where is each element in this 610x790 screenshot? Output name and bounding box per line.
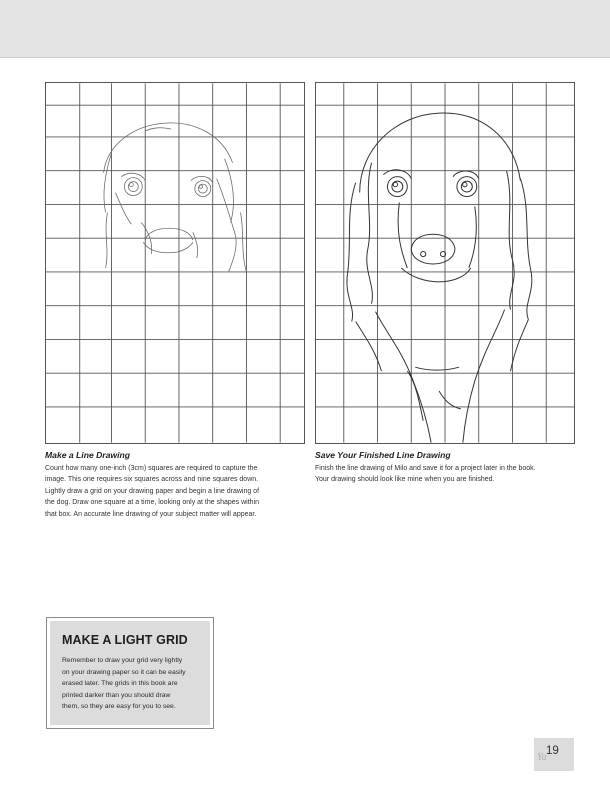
left-caption-body bbox=[45, 463, 325, 520]
right-dog-outline bbox=[347, 113, 532, 443]
right-caption-line: Finish the line drawing of Milo and save it for a project later in the book. bbox=[315, 465, 536, 472]
left-caption-line: that box. An accurate line drawing of your subject matter will appear. bbox=[45, 510, 257, 518]
left-grid-lines bbox=[46, 83, 304, 442]
tip-line: on your drawing paper so it can be easily bbox=[62, 668, 186, 676]
right-sketch-panel bbox=[315, 82, 575, 444]
left-caption-line: image. This one requires six squares across and nine squares down. bbox=[45, 476, 259, 484]
left-caption-line: the dog. Draw one square at a time, looking only at the shapes within bbox=[45, 499, 260, 507]
watermark-logo: Ya bbox=[537, 752, 547, 763]
top-header-band bbox=[0, 0, 610, 58]
tip-box-inner bbox=[50, 621, 210, 725]
tip-title: MAKE A LIGHT GRID bbox=[62, 633, 188, 647]
left-caption-line: Lightly draw a grid on your drawing paper and begin a line drawing of bbox=[45, 487, 260, 495]
left-dog-sketch bbox=[46, 83, 304, 443]
left-dog-outline bbox=[104, 123, 247, 272]
right-caption-body bbox=[315, 463, 595, 486]
tip-line: printed darker than you should draw bbox=[62, 691, 171, 699]
tip-body bbox=[62, 655, 200, 713]
right-caption bbox=[315, 450, 595, 486]
right-caption-heading: Save Your Finished Line Drawing bbox=[315, 450, 451, 460]
tip-line: them, so they are easy for you to see. bbox=[62, 703, 176, 710]
right-caption-line: Your drawing should look like mine when you are finished. bbox=[315, 476, 495, 484]
tip-box bbox=[46, 617, 214, 729]
right-dog-sketch bbox=[316, 83, 574, 443]
page-number: 19 bbox=[546, 745, 559, 757]
left-sketch-panel bbox=[45, 82, 305, 444]
tip-line: Remember to draw your grid very lightly bbox=[62, 657, 183, 664]
right-grid-lines bbox=[316, 83, 574, 442]
left-caption-line: Count how many one-inch (3cm) squares are required to capture the bbox=[45, 465, 258, 472]
left-caption-heading: Make a Line Drawing bbox=[45, 450, 131, 460]
left-caption bbox=[45, 450, 325, 520]
tip-line: erased later. The grids in this book are bbox=[62, 680, 178, 687]
